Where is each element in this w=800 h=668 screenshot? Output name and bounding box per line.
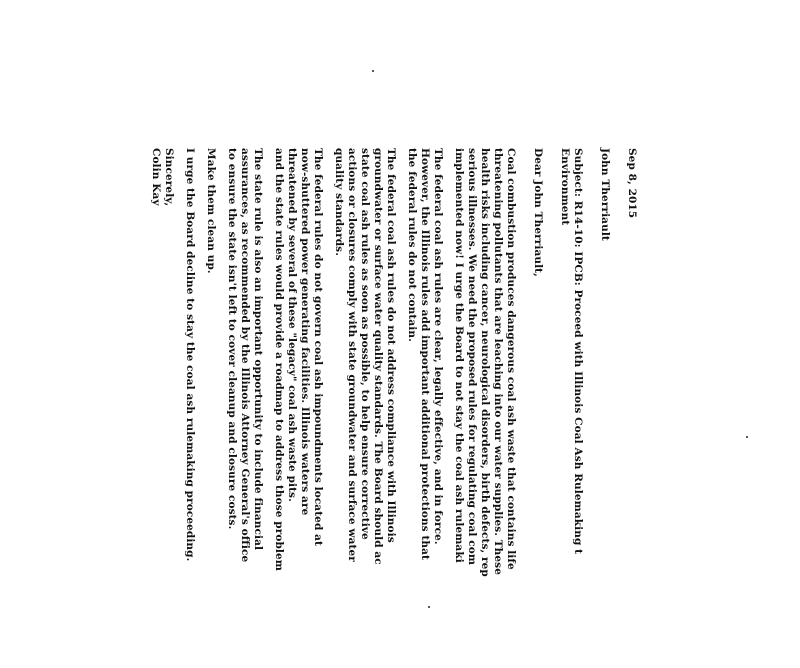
scan-speck [746,436,748,438]
paragraph-federal-rules: The federal coal ash rules are clear, legally effective, and in force. However, the Illinois rules add important additional protections that the federal rules do not contain. [406,148,444,560]
paragraph-legacy-pits: The federal rules do not govern coal ash impoundments located at now-shuttered power generating facilities. Illinois waters are threatened by several of these "legacy" coal ash waste pits. and the state rules would provide a roadmap to address those problem [273,148,324,571]
scan-speck [372,70,374,72]
letter-body [149,148,638,668]
paragraph-water-standards: The federal coal ash rules do not address compliance with Illinois groundwater or surface water quality standards. The Board should ac state coal ash rules as soon as possible, to help ensure corrective actions or closures comply with state groundwater and surface water quality standards. [333,148,397,565]
letter-closing: Sincerely, [163,148,175,207]
letter-subject: Subject: R14-10: IPCB: Proceed with Illinois Coal Ash Rulemaking t Environment [559,148,584,555]
letter-salutation: Dear John Therriault, [532,148,544,277]
paragraph-clean-up: Make them clean up. [205,148,217,274]
paragraph-urge-board: I urge the Board decline to stay the coal ash rulemaking proceeding. [184,148,196,562]
letter-date: Sep 8, 2015 [626,148,638,219]
paragraph-financial-assurance: The state rule is also an important opportunity to include financial assurances, as recommended by the Illinois Attorney General's office to ensure the state isn't left to cover cleanup and closure costs. [226,148,264,563]
letter-signature: Colin Kay [150,148,162,206]
paragraph-health-risks: Coal combustion produces dangerous coal ash waste that contains life threatening pollutants that are leaching into our water supplies. These health risks including cancer, neurological disorders, birth defects, rep serious illnesses. We need the proposed rules for regulating coal com implemented now! I urge the Board to not stay the coal ash rulemaki [453,148,517,577]
letter-recipient: John Therriault [599,148,611,241]
